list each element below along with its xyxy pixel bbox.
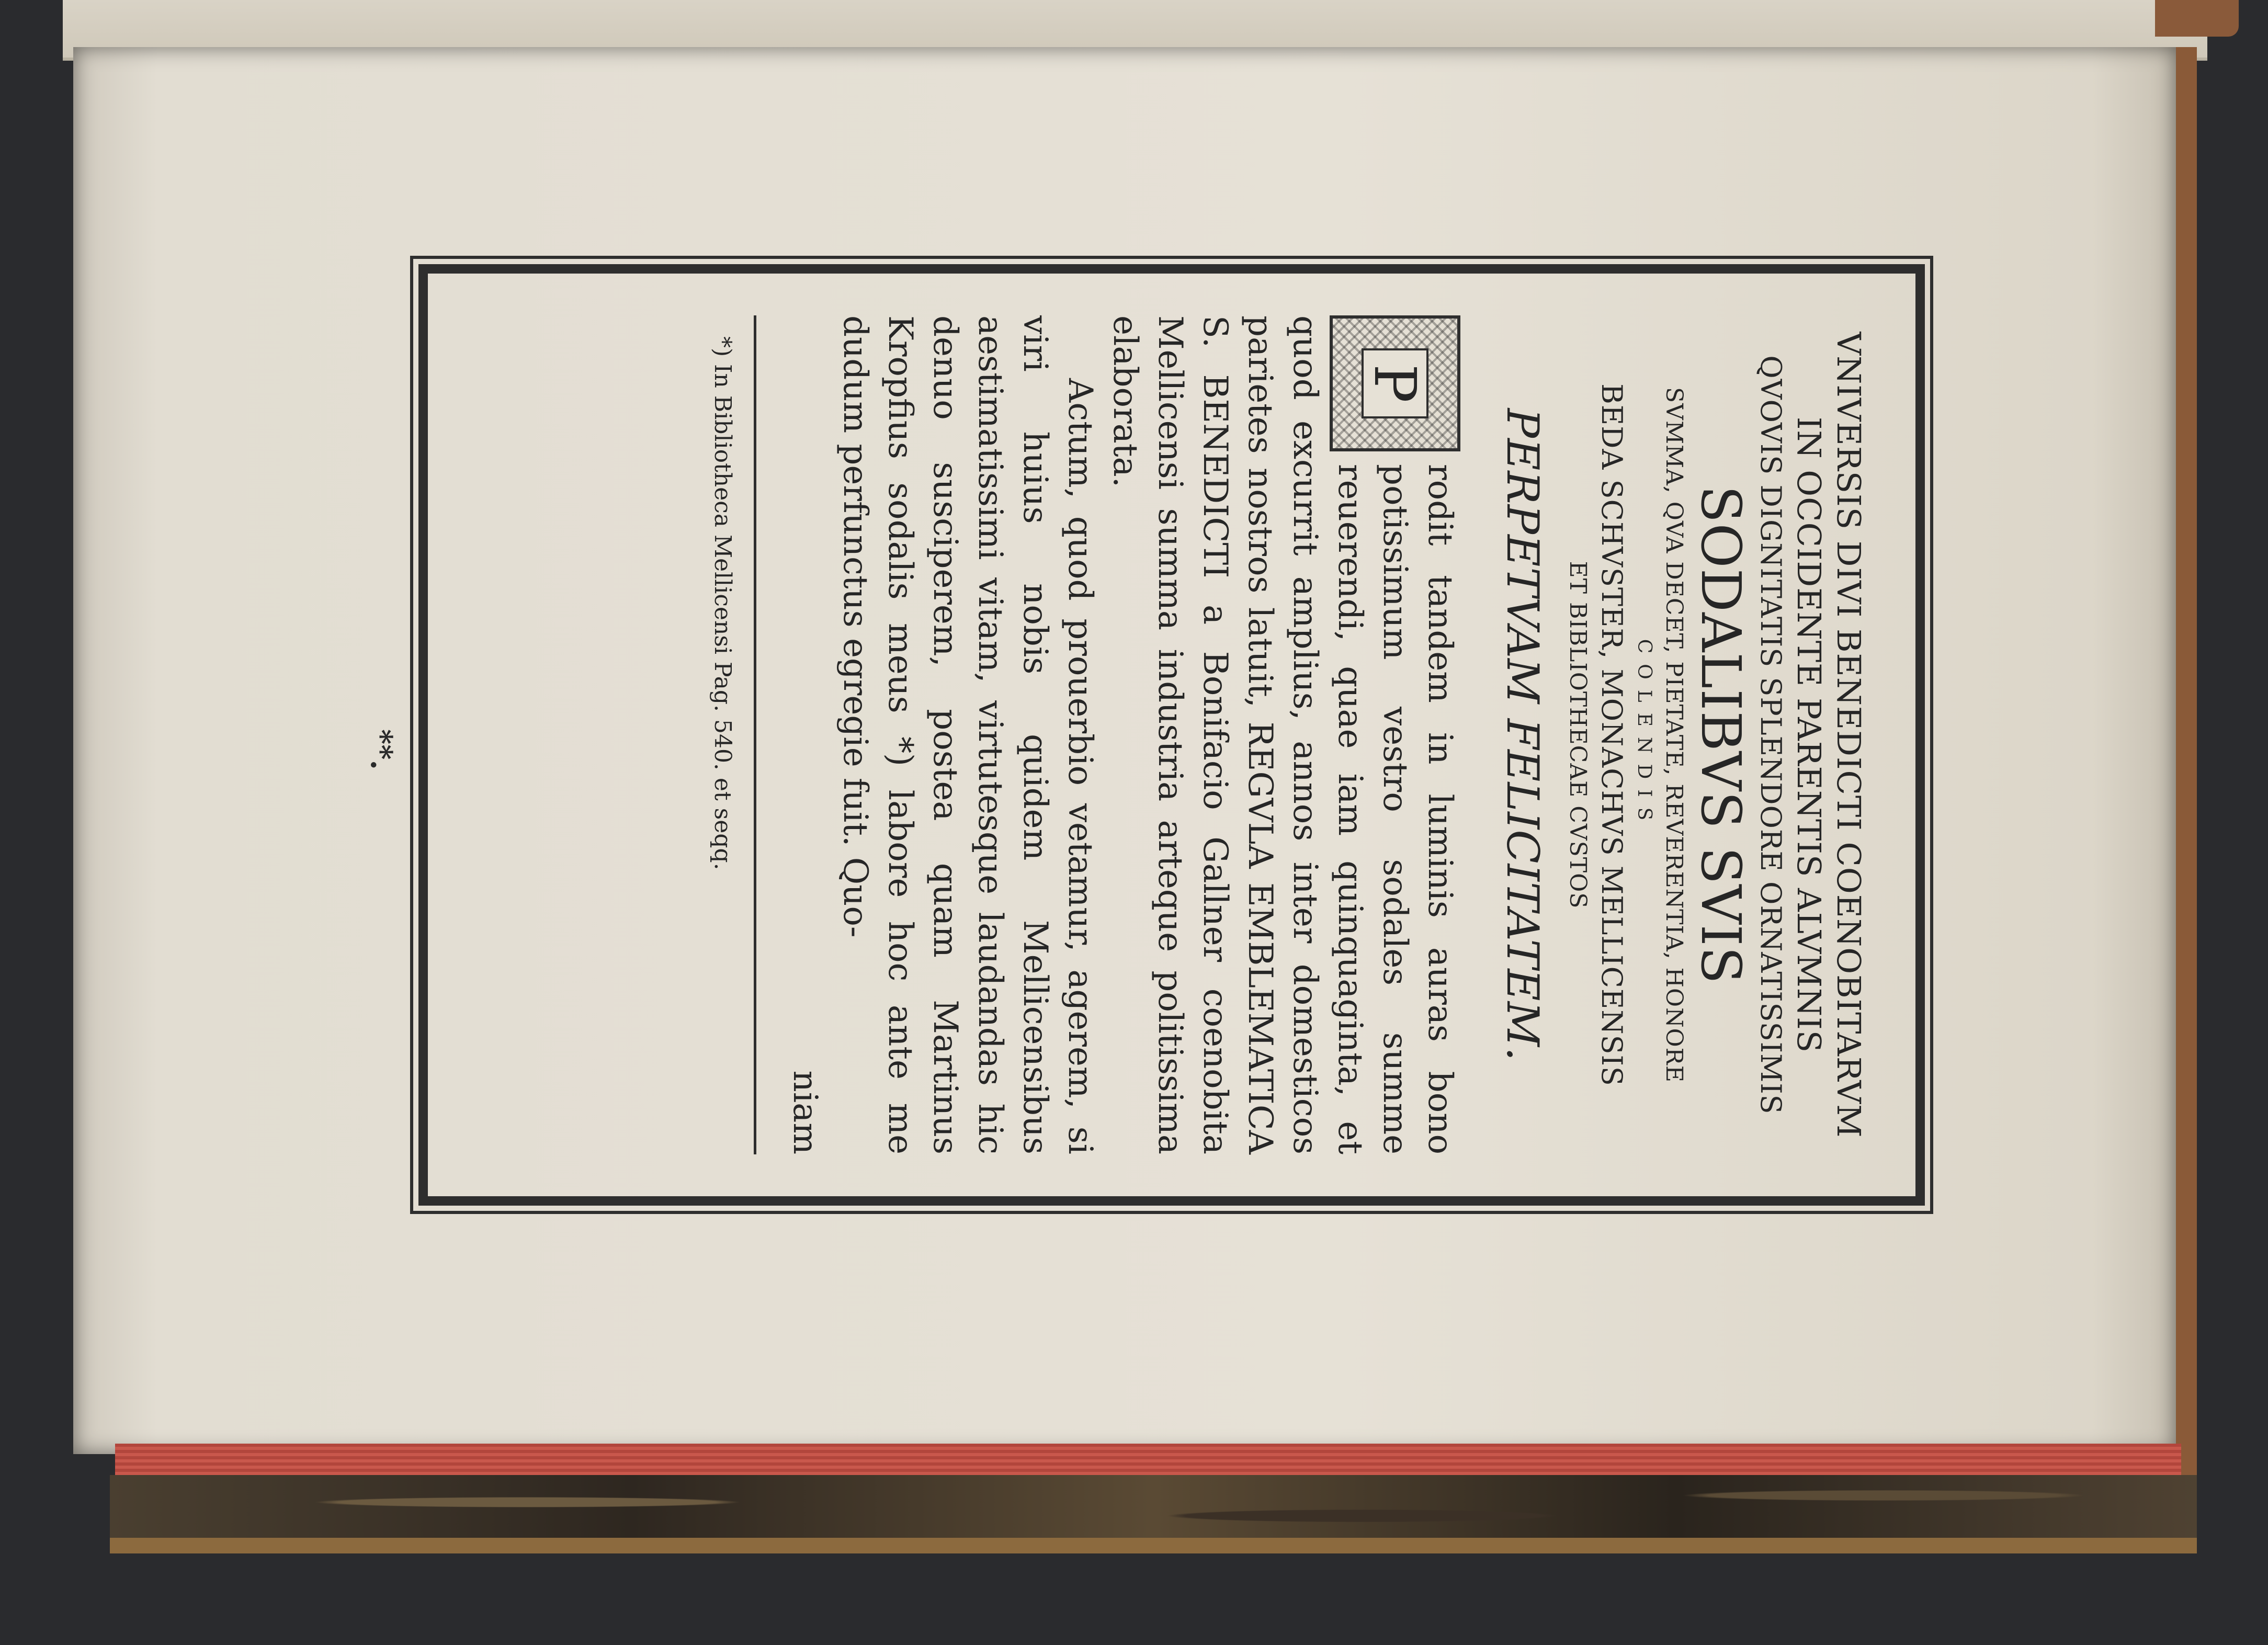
heading-line-9: PERPETVAM FELICITATEM. [1497, 408, 1548, 1062]
heading-line-4: SODALIBVS SVIS [1689, 485, 1753, 984]
heading-line-5: SVMMA, QVA DECET, PIETATE, REVERENTIA, HONORE [1661, 387, 1687, 1083]
heading-line-6: COLENDIS [1634, 639, 1655, 831]
catchword: niam [786, 1070, 824, 1154]
book-cover-corner [2155, 0, 2239, 37]
heading-line-2: IN OCCIDENTE PARENTIS ALVMNIS [1790, 416, 1828, 1053]
signature-mark: **. [364, 729, 399, 770]
decorated-initial [1330, 315, 1460, 451]
heading-line-8: ET BIBLIOTHECAE CVSTOS [1564, 561, 1591, 909]
book-cover-right [2176, 47, 2197, 1548]
page-edges [115, 1444, 2181, 1475]
paragraph-2: Actum, quod prouerbio vetamur, agerem, si viri huius nobis quidem Mellicensibus aestimatissimi vitam, virtutesque laudandas hic denuo susciperem, postea quam Martinus Kropfius sodalis meus *) labore hoc ante me dudum perfunctus egregie fuit. Quo- [836, 315, 1099, 1154]
marbled-cover [110, 1475, 2197, 1543]
heading-line-3: QVOVIS DIGNITATIS SPLENDORE ORNATISSIMIS [1754, 355, 1787, 1115]
footnote: *) In Bibliotheca Mellicensi Pag. 540. et seqq. [709, 336, 736, 870]
cover-edge [110, 1538, 2197, 1553]
initial-letter: P [1362, 348, 1428, 418]
paragraph-1: rodit tandem in luminis auras bono potissimum vestro sodales summe reuerendi, quae iam quinquaginta, et quod excurrit amplius, annos inter domesticos parietes nostros latuit, REGVLA EMBLEMATICA S. BENEDICTI a Bonifacio Gallner coenobita Mellicensi summa industria arteque politissima elaborata. [1106, 315, 1459, 1154]
heading-line-7: BEDA SCHVSTER, MONACHVS MELLICENSIS [1595, 383, 1628, 1086]
text-frame-border [418, 264, 1925, 1206]
body-text [783, 315, 1462, 1154]
text-frame [413, 256, 1930, 1213]
footnote-rule [754, 315, 756, 1154]
heading-line-1: VNIVERSIS DIVI BENEDICTI COENOBITARVM [1830, 332, 1868, 1138]
dedication-heading [1494, 315, 1868, 1154]
